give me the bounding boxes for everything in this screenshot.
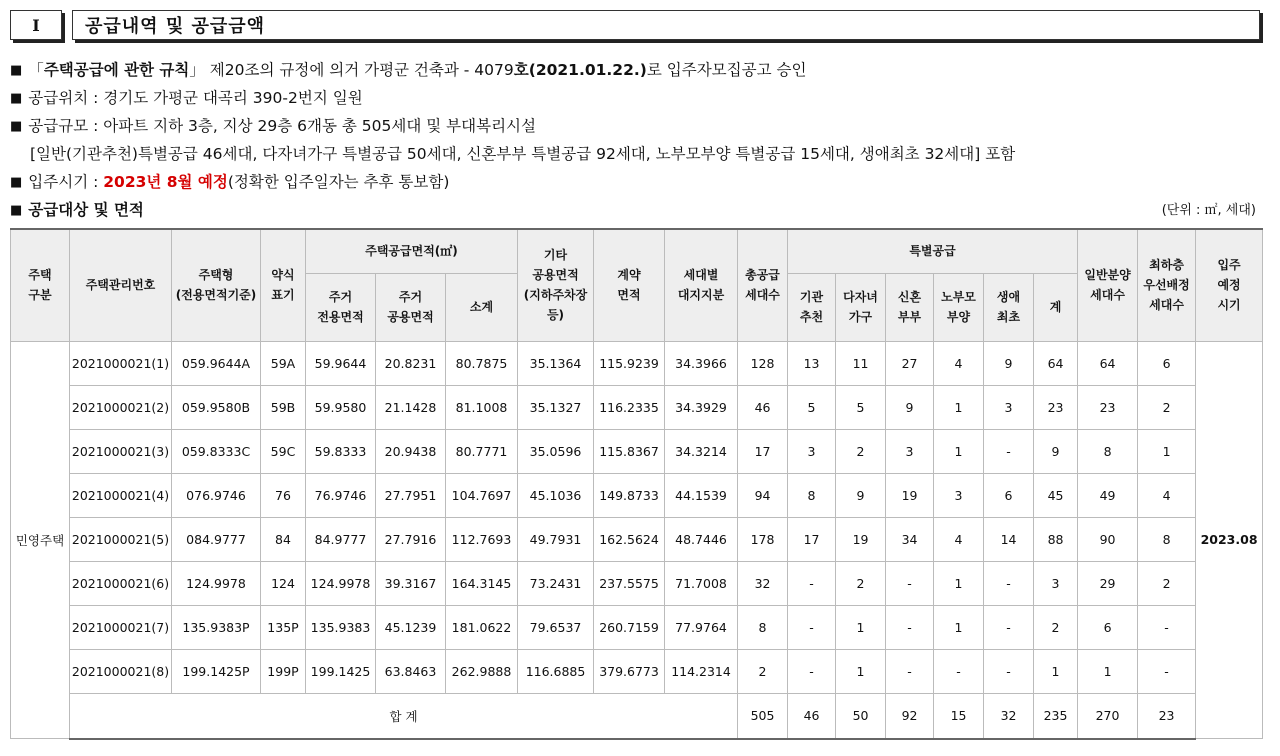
table-row [11,341,1263,385]
table-cell: 1 [1138,429,1196,473]
table-cell: - [934,649,984,693]
table-cell: 149.8733 [594,473,665,517]
table-cell: 059.9580B [172,385,261,429]
th-subtotal: 소계 [446,273,518,341]
table-cell: 199.1425 [306,649,376,693]
square-bullet-icon: ■ [10,63,23,78]
move-in-note: (정확한 입주일자는 추후 통보함) [227,173,450,191]
table-cell: 178 [738,517,788,561]
table-cell: 63.8463 [376,649,446,693]
table-row [11,385,1263,429]
table-cell: 77.9764 [665,605,738,649]
table-cell: - [1138,605,1196,649]
table-cell: 59A [261,341,306,385]
table-cell: 059.8333C [172,429,261,473]
total-cell: 92 [886,693,934,739]
table-cell: 262.9888 [446,649,518,693]
th-special-sum: 계 [1034,273,1078,341]
table-cell: 1 [934,429,984,473]
table-cell: 17 [788,517,836,561]
table-cell: 21.1428 [376,385,446,429]
table-cell: 059.9644A [172,341,261,385]
approval-line [10,58,806,80]
table-cell: 2021000021(6) [70,561,172,605]
table-cell: 71.7008 [665,561,738,605]
table-cell: 80.7875 [446,341,518,385]
th-house-type: 주택 구분 [11,229,70,341]
table-cell: 90 [1078,517,1138,561]
table-cell: 48.7446 [665,517,738,561]
table-cell: 2 [836,429,886,473]
th-special-supply: 특별공급 [788,229,1078,273]
table-cell: 1 [1034,649,1078,693]
table-cell: 46 [738,385,788,429]
approval-prefix: 「 [28,61,44,79]
table-cell: 8 [738,605,788,649]
table-cell: 124.9978 [172,561,261,605]
special-supply-line [30,142,1015,164]
table-cell: 2021000021(3) [70,429,172,473]
section-title: 공급내역 및 공급금액 [72,10,1260,40]
table-cell: 45.1036 [518,473,594,517]
table-cell: 44.1539 [665,473,738,517]
table-cell: 9 [886,385,934,429]
table-cell: 6 [1078,605,1138,649]
table-cell: 19 [886,473,934,517]
th-priority-units: 최하층 우선배정 세대수 [1138,229,1196,341]
table-cell: 3 [984,385,1034,429]
table-cell: 49 [1078,473,1138,517]
th-newlywed: 신혼 부부 [886,273,934,341]
table-cell: 59.9580 [306,385,376,429]
table-cell: - [984,429,1034,473]
table-cell: 32 [738,561,788,605]
table-cell: - [788,649,836,693]
total-cell: 235 [1034,693,1078,739]
th-total-units: 총공급 세대수 [738,229,788,341]
table-cell: 124.9978 [306,561,376,605]
table-cell: 73.2431 [518,561,594,605]
table-cell: 84.9777 [306,517,376,561]
table-cell: 59B [261,385,306,429]
table-cell: 115.9239 [594,341,665,385]
table-cell: 135.9383 [306,605,376,649]
table-cell: 3 [1034,561,1078,605]
location-line [10,86,363,108]
table-cell: 39.3167 [376,561,446,605]
table-cell: 81.1008 [446,385,518,429]
table-cell: 379.6773 [594,649,665,693]
move-in-cell: 2023.08 [1196,341,1263,739]
table-cell: - [984,561,1034,605]
table-cell: 2021000021(7) [70,605,172,649]
target-area-text: 공급대상 및 면적 [28,201,144,219]
total-cell: 50 [836,693,886,739]
section-number: I [10,10,62,40]
table-cell: 14 [984,517,1034,561]
th-elderly-parent: 노부모 부양 [934,273,984,341]
table-cell: 76 [261,473,306,517]
move-in-date: 2023년 8월 예정 [103,173,228,191]
table-cell: 5 [788,385,836,429]
th-exclusive-area: 주거 전용면적 [306,273,376,341]
table-cell: 9 [836,473,886,517]
table-cell: 59.9644 [306,341,376,385]
table-cell: 8 [788,473,836,517]
table-row [11,517,1263,561]
total-row [11,693,1263,739]
table-cell: 34.3966 [665,341,738,385]
th-institution: 기관 추천 [788,273,836,341]
table-cell: 17 [738,429,788,473]
move-in-line [10,170,449,192]
total-cell: 46 [788,693,836,739]
table-cell: 104.7697 [446,473,518,517]
table-cell: 1 [934,385,984,429]
location-text: 공급위치 : 경기도 가평군 대곡리 390-2번지 일원 [28,89,363,107]
table-cell: 88 [1034,517,1078,561]
table-cell: 23 [1078,385,1138,429]
table-cell: 112.7693 [446,517,518,561]
table-cell: 8 [1138,517,1196,561]
square-bullet-icon: ■ [10,203,23,218]
table-cell: 1 [934,605,984,649]
total-cell: 15 [934,693,984,739]
table-cell: 162.5624 [594,517,665,561]
th-first-life: 생애 최초 [984,273,1034,341]
table-cell: 2 [1034,605,1078,649]
unit-note: (단위 : ㎡, 세대) [1161,203,1256,218]
total-label: 합 계 [70,693,738,739]
table-cell: 35.0596 [518,429,594,473]
th-mgmt-no: 주택관리번호 [70,229,172,341]
section-header [10,10,1260,42]
supply-table [10,228,1263,740]
table-cell: - [886,561,934,605]
move-in-label: 입주시기 : [28,173,104,191]
table-cell: 1 [836,605,886,649]
table-cell: 80.7771 [446,429,518,473]
table-cell: 124 [261,561,306,605]
table-cell: 135.9383P [172,605,261,649]
table-cell: 4 [934,517,984,561]
special-supply-text: [일반(기관추천)특별공급 46세대, 다자녀가구 특별공급 50세대, 신혼부부 특별공급 92세대, 노부모부양 특별공급 15세대, 생애최초 32세대] 포함 [30,145,1016,163]
table-cell: 29 [1078,561,1138,605]
table-cell: 181.0622 [446,605,518,649]
table-row [11,605,1263,649]
table-cell: - [886,649,934,693]
table-cell: 116.6885 [518,649,594,693]
table-cell: 27 [886,341,934,385]
table-cell: 3 [788,429,836,473]
table-cell: 076.9746 [172,473,261,517]
table-cell: 59.8333 [306,429,376,473]
table-cell: - [886,605,934,649]
approval-middle: 」 제20조의 규정에 의거 가평군 건축과 - 4079 [189,61,514,79]
th-general-units: 일반분양 세대수 [1078,229,1138,341]
total-cell: 32 [984,693,1034,739]
th-multi-child: 다자녀 가구 [836,273,886,341]
table-row [11,473,1263,517]
table-cell: 199P [261,649,306,693]
table-cell: 9 [1034,429,1078,473]
scale-text: 공급규모 : 아파트 지하 3층, 지상 29층 6개동 총 505세대 및 부대복리시설 [28,117,537,135]
table-cell: 94 [738,473,788,517]
square-bullet-icon: ■ [10,119,23,134]
th-etc-common: 기타 공용면적 (지하주차장 등) [518,229,594,341]
th-supply-area: 주택공급면적(㎡) [306,229,518,273]
table-cell: 164.3145 [446,561,518,605]
table-cell: 35.1327 [518,385,594,429]
table-cell: 2021000021(8) [70,649,172,693]
table-row [11,649,1263,693]
table-cell: 115.8367 [594,429,665,473]
table-cell: 260.7159 [594,605,665,649]
table-cell: 20.9438 [376,429,446,473]
table-cell: 5 [836,385,886,429]
th-move-in: 입주 예정 시기 [1196,229,1263,341]
table-cell: 76.9746 [306,473,376,517]
table-cell: 2021000021(1) [70,341,172,385]
table-cell: 3 [886,429,934,473]
table-cell: 8 [1078,429,1138,473]
scale-line [10,114,536,136]
table-cell: - [984,605,1034,649]
table-cell: 35.1364 [518,341,594,385]
table-cell: 2021000021(2) [70,385,172,429]
th-model: 주택형 (전용면적기준) [172,229,261,341]
total-cell: 505 [738,693,788,739]
table-cell: - [788,605,836,649]
table-row [11,429,1263,473]
table-cell: 13 [788,341,836,385]
house-type-cell: 민영주택 [11,341,70,739]
total-cell: 23 [1138,693,1196,739]
table-cell: 128 [738,341,788,385]
table-cell: 79.6537 [518,605,594,649]
total-cell: 270 [1078,693,1138,739]
table-cell: 1 [836,649,886,693]
table-cell: 135P [261,605,306,649]
table-cell: 114.2314 [665,649,738,693]
table-cell: 1 [1078,649,1138,693]
table-cell: 20.8231 [376,341,446,385]
table-cell: 23 [1034,385,1078,429]
table-cell: 27.7951 [376,473,446,517]
th-common-area: 주거 공용면적 [376,273,446,341]
table-cell: 6 [984,473,1034,517]
table-cell: - [788,561,836,605]
table-cell: 27.7916 [376,517,446,561]
table-cell: 34 [886,517,934,561]
table-cell: 59C [261,429,306,473]
target-area-line [10,198,144,220]
approval-rule: 주택공급에 관한 규칙 [43,61,190,79]
table-cell: 2 [1138,561,1196,605]
table-cell: 84 [261,517,306,561]
table-cell: 237.5575 [594,561,665,605]
table-row [11,561,1263,605]
table-cell: 2 [836,561,886,605]
table-cell: 6 [1138,341,1196,385]
square-bullet-icon: ■ [10,175,23,190]
table-cell: 4 [1138,473,1196,517]
th-land-share: 세대별 대지지분 [665,229,738,341]
table-cell: - [984,649,1034,693]
table-cell: 11 [836,341,886,385]
table-cell: 34.3929 [665,385,738,429]
table-cell: 4 [934,341,984,385]
table-cell: 3 [934,473,984,517]
table-cell: 64 [1034,341,1078,385]
square-bullet-icon: ■ [10,91,23,106]
table-cell: 34.3214 [665,429,738,473]
table-cell: 45 [1034,473,1078,517]
th-abbr: 약식 표기 [261,229,306,341]
table-cell: 45.1239 [376,605,446,649]
table-cell: 19 [836,517,886,561]
approval-date: (2021.01.22.) [528,61,647,79]
th-contract-area: 계약 면적 [594,229,665,341]
table-cell: 64 [1078,341,1138,385]
table-cell: - [1138,649,1196,693]
table-cell: 49.7931 [518,517,594,561]
table-cell: 2 [1138,385,1196,429]
table-cell: 2021000021(4) [70,473,172,517]
table-cell: 084.9777 [172,517,261,561]
approval-suffix: 로 입주자모집공고 승인 [646,61,807,79]
table-cell: 2 [738,649,788,693]
table-cell: 1 [934,561,984,605]
approval-ho: 호 [513,61,529,79]
table-cell: 116.2335 [594,385,665,429]
table-cell: 9 [984,341,1034,385]
table-cell: 2021000021(5) [70,517,172,561]
table-cell: 199.1425P [172,649,261,693]
